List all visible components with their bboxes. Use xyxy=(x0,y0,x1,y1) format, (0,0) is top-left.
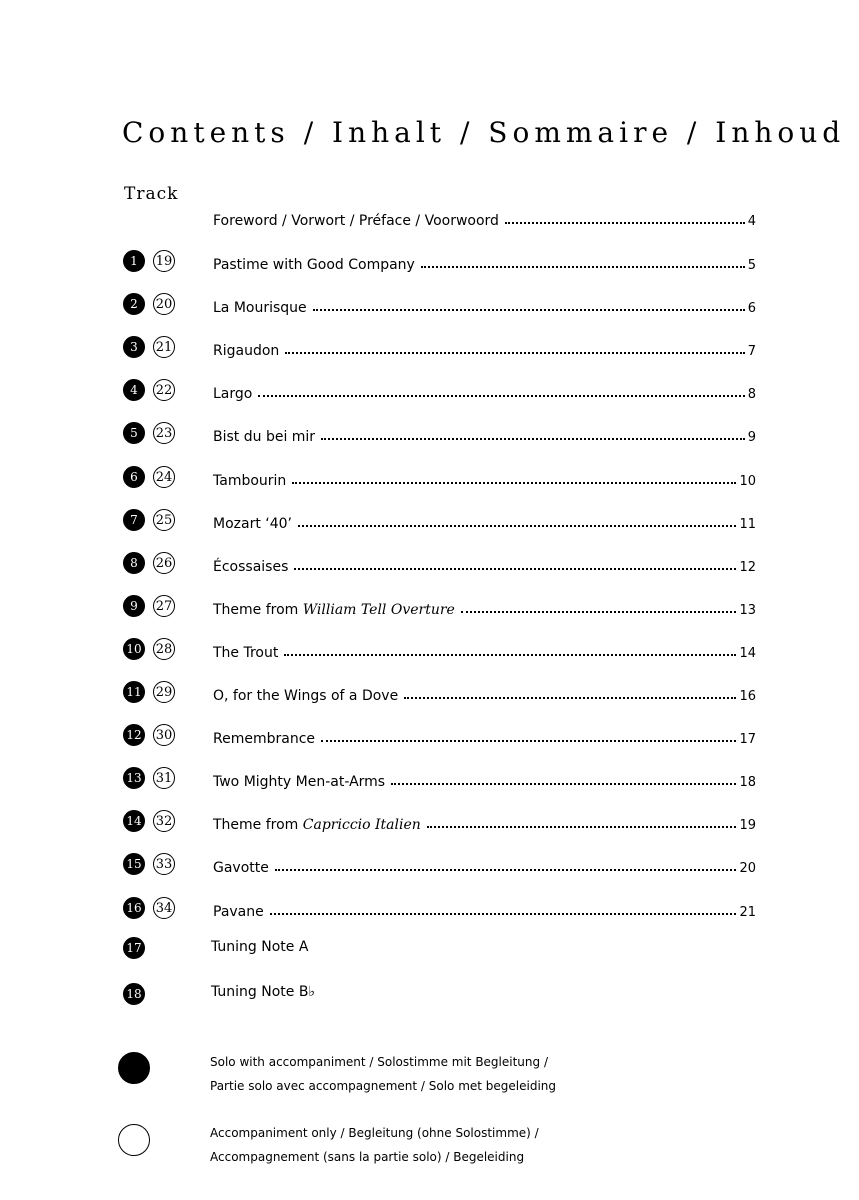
track-number-hollow: 20 xyxy=(153,293,175,315)
track-number-solid: 5 xyxy=(123,422,145,444)
entry-leader xyxy=(213,896,756,920)
dot-leader xyxy=(275,867,737,871)
contents-entry[interactable] xyxy=(0,766,859,794)
dot-leader xyxy=(258,393,744,397)
track-number-solid: 18 xyxy=(123,983,145,1005)
legend-hollow-circle-icon xyxy=(118,1124,150,1156)
contents-entry[interactable] xyxy=(0,637,859,665)
entry-title xyxy=(213,602,455,618)
track-number-hollow: 29 xyxy=(153,681,175,703)
track-number-hollow: 27 xyxy=(153,595,175,617)
entry-title-text: Gavotte xyxy=(213,860,269,876)
track-number-solid: 11 xyxy=(123,681,145,703)
entry-leader xyxy=(213,508,756,532)
track-number-hollow: 22 xyxy=(153,379,175,401)
dot-leader xyxy=(421,264,745,268)
dot-leader xyxy=(404,695,736,699)
contents-entry[interactable] xyxy=(0,378,859,406)
entry-title xyxy=(213,817,421,833)
page-number: 21 xyxy=(739,905,756,920)
page-number: 9 xyxy=(747,430,756,445)
entry-title-text: The Trout xyxy=(213,645,279,661)
contents-entry[interactable] xyxy=(0,508,859,536)
track-number-hollow: 32 xyxy=(153,810,175,832)
entry-title xyxy=(213,386,252,402)
entry-leader xyxy=(213,766,756,790)
entry-title xyxy=(213,473,286,489)
dot-leader xyxy=(321,436,745,440)
page-number: 16 xyxy=(739,689,756,704)
entry-title xyxy=(213,860,269,876)
entry-title-italic: William Tell Overture xyxy=(302,602,455,618)
entry-title xyxy=(213,300,307,316)
entry-leader xyxy=(213,680,756,704)
page-number: 12 xyxy=(739,560,756,575)
track-number-hollow: 31 xyxy=(153,767,175,789)
contents-entry[interactable] xyxy=(0,249,859,277)
entry-title-text: Tambourin xyxy=(213,473,287,489)
entry-title xyxy=(213,429,315,445)
page-number: 13 xyxy=(739,603,756,618)
entry-title-text: Rigaudon xyxy=(213,343,280,359)
entry-title xyxy=(213,516,292,532)
contents-entry[interactable] xyxy=(0,896,859,924)
track-number-hollow: 30 xyxy=(153,724,175,746)
entry-title xyxy=(213,774,385,790)
page-number: 19 xyxy=(739,818,756,833)
entry-leader xyxy=(213,809,756,833)
entry-leader xyxy=(213,292,756,316)
entry-leader xyxy=(213,335,756,359)
track-number-hollow: 23 xyxy=(153,422,175,444)
track-number-hollow: 33 xyxy=(153,853,175,875)
entry-title-text: Theme from xyxy=(213,602,303,618)
dot-leader xyxy=(298,523,736,527)
entry-title-text: Remembrance xyxy=(213,731,316,747)
track-number-solid: 3 xyxy=(123,336,145,358)
entry-leader xyxy=(213,378,756,402)
entry-title xyxy=(213,731,315,747)
entry-leader xyxy=(213,205,756,229)
legend-accomp-line-2: Accompagnement (sans la partie solo) / Begeleiding xyxy=(210,1150,525,1164)
contents-entry[interactable] xyxy=(0,551,859,579)
entry-title-text: Pavane xyxy=(213,904,264,920)
dot-leader xyxy=(461,609,737,613)
dot-leader xyxy=(391,781,736,785)
contents-entry[interactable] xyxy=(0,809,859,837)
entry-title: Foreword / Vorwort / Préface / Voorwoord xyxy=(213,213,499,229)
legend-solid-circle-icon xyxy=(118,1052,150,1084)
dot-leader xyxy=(505,220,745,224)
page-number: 8 xyxy=(747,387,756,402)
page-number: 7 xyxy=(747,344,756,359)
contents-entry[interactable] xyxy=(0,723,859,751)
legend-solo-text xyxy=(210,1050,556,1098)
page-number: 11 xyxy=(739,517,756,532)
entry-title-italic: Capriccio Italien xyxy=(302,817,421,833)
dot-leader xyxy=(270,911,737,915)
track-number-solid: 1 xyxy=(123,250,145,272)
track-column-heading: Track xyxy=(124,184,179,204)
entry-leader xyxy=(213,249,756,273)
contents-entry[interactable] xyxy=(0,292,859,320)
entry-title-text: Theme from xyxy=(213,817,303,833)
track-number-hollow: 21 xyxy=(153,336,175,358)
track-number-solid: 17 xyxy=(123,937,145,959)
entry-title xyxy=(213,645,278,661)
dot-leader xyxy=(321,738,736,742)
entry-leader xyxy=(213,421,756,445)
dot-leader xyxy=(427,824,737,828)
entry-title xyxy=(213,904,264,920)
track-number-solid: 7 xyxy=(123,509,145,531)
track-number-hollow: 26 xyxy=(153,552,175,574)
track-number-hollow: 25 xyxy=(153,509,175,531)
track-number-solid: 14 xyxy=(123,810,145,832)
entry-title-text: Bist du bei mir xyxy=(213,429,316,445)
legend-accomp-line-1: Accompaniment only / Begleitung (ohne Solostimme) / xyxy=(210,1126,539,1140)
page-number: 5 xyxy=(747,258,756,273)
dot-leader xyxy=(285,350,744,354)
entry-title-text: Pastime with Good Company xyxy=(213,257,415,273)
dot-leader xyxy=(313,307,745,311)
entry-title-text: Mozart ‘40’ xyxy=(213,516,292,532)
entry-leader xyxy=(213,723,756,747)
track-number-solid: 4 xyxy=(123,379,145,401)
track-number-solid: 9 xyxy=(123,595,145,617)
page-number: 10 xyxy=(739,474,756,489)
entry-leader xyxy=(213,852,756,876)
track-number-hollow: 24 xyxy=(153,466,175,488)
tuning-label: Tuning Note A xyxy=(211,939,309,955)
page-number: 17 xyxy=(739,732,756,747)
contents-entry[interactable] xyxy=(0,680,859,708)
dot-leader xyxy=(294,566,736,570)
track-number-hollow: 28 xyxy=(153,638,175,660)
entry-title-text: La Mourisque xyxy=(213,300,307,316)
legend-solo-line-1: Solo with accompaniment / Solostimme mit Begleitung / xyxy=(210,1055,548,1069)
track-number-solid: 15 xyxy=(123,853,145,875)
entry-leader xyxy=(213,637,756,661)
dot-leader xyxy=(292,480,736,484)
entry-title xyxy=(213,257,415,273)
foreword-entry[interactable] xyxy=(0,205,859,233)
page-number: 18 xyxy=(739,775,756,790)
entry-title xyxy=(213,343,279,359)
entry-title-text: Largo xyxy=(213,386,253,402)
track-number-solid: 13 xyxy=(123,767,145,789)
track-number-hollow: 19 xyxy=(153,250,175,272)
legend-accompaniment-text xyxy=(210,1121,539,1169)
track-number-solid: 10 xyxy=(123,638,145,660)
entry-title-text: Écossaises xyxy=(213,559,289,575)
contents-entry[interactable] xyxy=(0,421,859,449)
legend-solo-line-2: Partie solo avec accompagnement / Solo met begeleiding xyxy=(210,1079,557,1093)
contents-entry[interactable] xyxy=(0,594,859,622)
track-number-solid: 8 xyxy=(123,552,145,574)
tuning-label: Tuning Note B♭ xyxy=(211,984,316,1000)
page-number: 20 xyxy=(739,861,756,876)
entry-title xyxy=(213,688,398,704)
contents-entry[interactable] xyxy=(0,335,859,363)
track-number-solid: 12 xyxy=(123,724,145,746)
page-number: 14 xyxy=(739,646,756,661)
page-number: 6 xyxy=(747,301,756,316)
entry-leader xyxy=(213,594,756,618)
page-number: 4 xyxy=(747,214,756,229)
track-number-solid: 6 xyxy=(123,466,145,488)
entry-title-text: Two Mighty Men-at-Arms xyxy=(213,774,386,790)
entry-title-text: O, for the Wings of a Dove xyxy=(213,688,399,704)
track-number-solid: 2 xyxy=(123,293,145,315)
page-title: Contents / Inhalt / Sommaire / Inhoud xyxy=(122,116,846,149)
contents-entry[interactable] xyxy=(0,852,859,880)
track-number-solid: 16 xyxy=(123,897,145,919)
dot-leader xyxy=(284,652,736,656)
entry-leader xyxy=(213,551,756,575)
entry-title xyxy=(213,559,288,575)
contents-entry[interactable] xyxy=(0,465,859,493)
track-number-hollow: 34 xyxy=(153,897,175,919)
entry-leader xyxy=(213,465,756,489)
